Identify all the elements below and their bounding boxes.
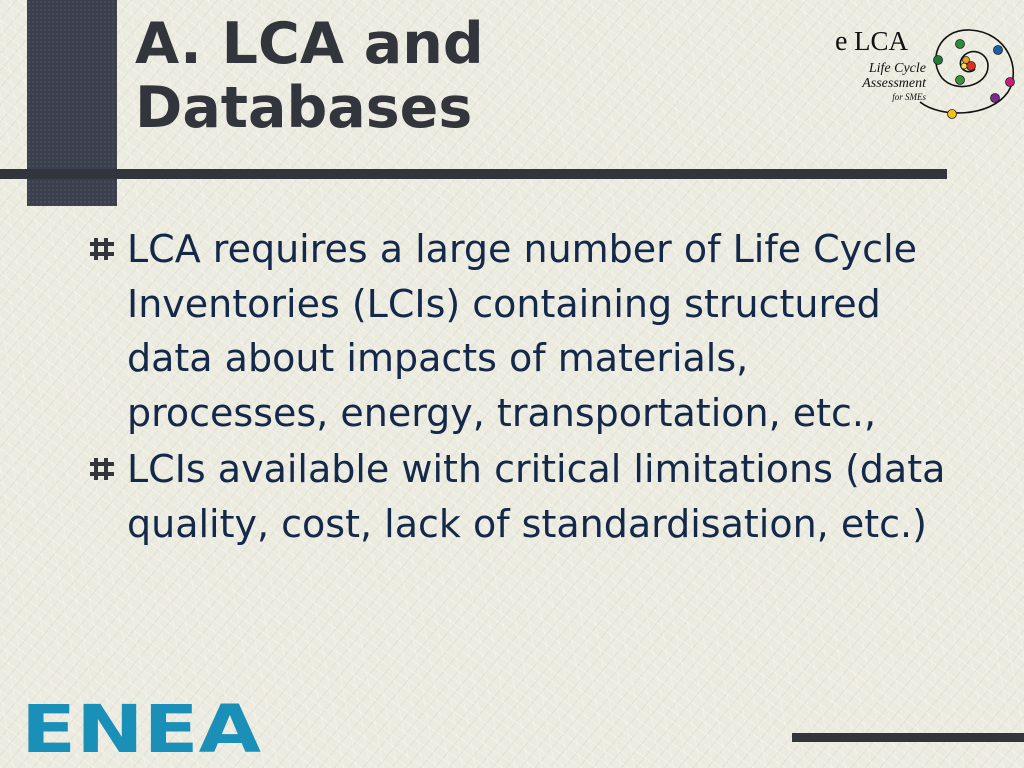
enea-logo-text: ENEA xyxy=(21,692,261,762)
hash-bullet-icon xyxy=(90,456,116,482)
hash-bullet-icon xyxy=(90,236,116,262)
slide-title-line-2: Databases xyxy=(135,75,473,141)
slide-title-line-1: A. LCA and xyxy=(135,11,484,77)
elca-line-3: for SMEs xyxy=(892,92,926,102)
elca-spiral-icon xyxy=(920,30,1013,113)
bullet-item xyxy=(88,222,948,440)
bullet-text: LCIs available with critical limitations (data quality, cost, lack of standardisation, etc.) xyxy=(127,447,946,546)
footer-divider xyxy=(792,733,1024,742)
elca-brand-e: e xyxy=(835,26,848,57)
title-divider xyxy=(0,169,947,179)
slide-title xyxy=(135,12,484,140)
elca-line-2: Assessment xyxy=(862,76,926,91)
enea-logo xyxy=(16,692,266,762)
elca-line-1: Life Cycle xyxy=(868,61,926,76)
elca-logo xyxy=(830,20,1020,125)
bullet-list xyxy=(88,222,948,553)
bullet-item xyxy=(88,442,948,551)
bullet-text: LCA requires a large number of Life Cycle Inventories (LCIs) containing structured data about impacts of materials, processes, energy, transportation, etc., xyxy=(127,227,918,435)
elca-brand-lca: LCA xyxy=(854,26,908,56)
